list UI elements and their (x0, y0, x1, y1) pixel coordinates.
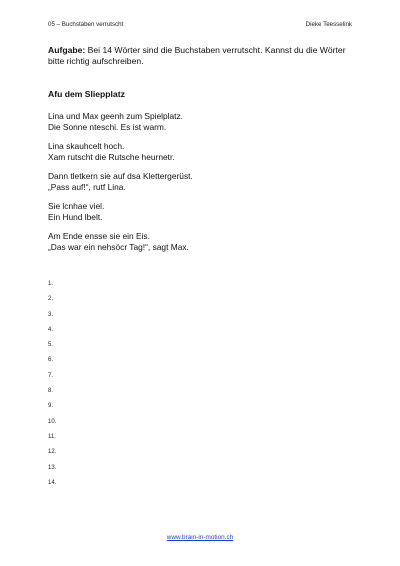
answer-list (48, 279, 348, 493)
page-header (48, 20, 352, 30)
story-line: Xam rutscht die Rutsche heurnetr. (48, 152, 175, 162)
story-paragraph (48, 111, 358, 133)
answer-line-14: 14. (48, 479, 57, 486)
answer-line-13: 13. (48, 464, 57, 471)
answer-line-9: 9. (48, 403, 54, 410)
task-text: Bei 14 Wörter sind die Buchstaben verrutscht. Kannst du die Wörter bitte richtig aufschreiben. (48, 45, 346, 66)
story-paragraph (48, 141, 358, 163)
task-label: Aufgabe: (48, 45, 86, 55)
story-line: Sie lcnhae viel. (48, 201, 105, 211)
answer-line-1: 1. (48, 281, 54, 287)
answer-line-11: 11. (48, 433, 56, 440)
story-text (48, 111, 358, 261)
header-author: Dieke Teesselink (305, 21, 352, 28)
answer-line-10: 10. (48, 418, 57, 425)
story-line: Lina und Max geenh zum Spielplatz. (48, 111, 184, 121)
footer-website-link[interactable]: www.brain-in-motion.ch (166, 534, 234, 541)
answer-line-4: 4. (48, 326, 54, 333)
story-line: Dann tletkern sie auf dsa Klettergerüst. (48, 171, 193, 181)
answer-line-5: 5. (48, 342, 54, 349)
story-line: Am Ende ensse sie ein Eis. (48, 231, 150, 241)
answer-line-6: 6. (48, 357, 54, 364)
answer-line-12: 12. (48, 449, 57, 456)
story-paragraph (48, 201, 358, 223)
story-line: Ein Hund lbelt. (48, 212, 103, 222)
story-line: Die Sonne nteschi. Es ist warm. (48, 122, 167, 132)
story-title: Afu dem Sliepplatz (48, 89, 125, 99)
answer-line-3: 3. (48, 311, 54, 318)
answer-line-2: 2. (48, 296, 54, 303)
page-footer (0, 533, 400, 543)
header-worksheet-title: 05 – Buchstaben verrutscht (48, 21, 124, 28)
story-paragraph (48, 171, 358, 193)
story-line: „Das war ein nehsöcr Tag!“, sagt Max. (48, 242, 189, 252)
answer-line-7: 7. (48, 372, 54, 379)
story-line: „Pass auf!“, rutf Lina. (48, 182, 126, 192)
task-instruction (48, 45, 358, 67)
story-line: Lina skauhcelt hoch. (48, 141, 125, 151)
answer-line-8: 8. (48, 388, 54, 395)
story-paragraph (48, 231, 358, 253)
